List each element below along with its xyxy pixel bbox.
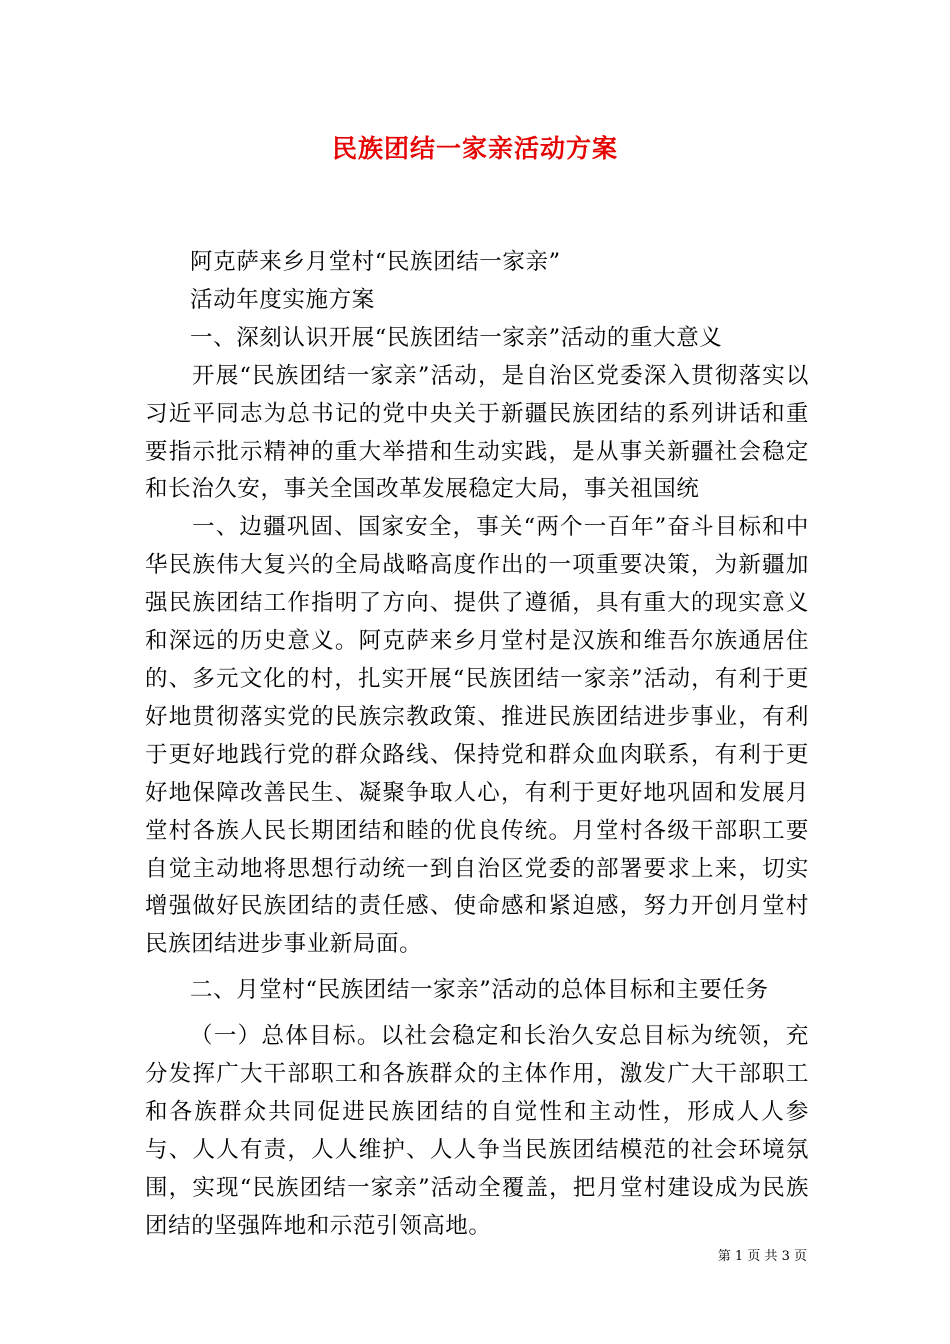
subtitle-line-1: 阿克萨来乡月堂村“民族团结一家亲” [190, 249, 561, 275]
document-body [145, 244, 809, 1246]
subtitle-line-2: 活动年度实施方案 [190, 286, 375, 313]
body-paragraph-1: 开展“民族团结一家亲”活动，是自治区党委深入贯彻落实以习近平同志为总书记的党中央关于新疆民族团结的系列讲话和重要指示批示精神的重大举措和生动实践，是从事关新疆社会稳定和长治久安，事关全国改革发展稳定大局，事关祖国统 [145, 362, 809, 503]
body-paragraph-3: （一）总体目标。以社会稳定和长治久安总目标为统领，充分发挥广大干部职工和各族群众的主体作用，激发广大干部职工和各族群众共同促进民族团结的自觉性和主动性，形成人人参与、人人有责，人人维护、人人争当民族团结模范的社会环境氛围，实现“民族团结一家亲”活动全覆盖，把月堂村建设成为民族团结的坚强阵地和示范引领高地。 [145, 1023, 809, 1239]
section-heading-2: 二、月堂村“民族团结一家亲”活动的总体目标和主要任务 [190, 977, 769, 1004]
page-number: 第 1 页 共 3 页 [717, 1249, 807, 1264]
document-title: 民族团结一家亲活动方案 [331, 134, 618, 163]
section-heading-1: 一、深刻认识开展“民族团结一家亲”活动的重大意义 [190, 324, 723, 351]
body-paragraph-2: 一、边疆巩固、国家安全，事关“两个一百年”奋斗目标和中华民族伟大复兴的全局战略高度作出的一项重要决策，为新疆加强民族团结工作指明了方向、提供了遵循，具有重大的现实意义和深远的历史意义。阿克萨来乡月堂村是汉族和维吾尔族通居住的、多元文化的村，扎实开展“民族团结一家亲”活动，有利于更好地贯彻落实党的民族宗教政策、推进民族团结进步事业，有利于更好地践行党的群众路线、保持党和群众血肉联系，有利于更好地保障改善民生、凝聚争取人心，有利于更好地巩固和发展月堂村各族人民长期团结和睦的优良传统。月堂村各级干部职工要自觉主动地将思想行动统一到自治区党委的部署要求上来，切实增强做好民族团结的责任感、使命感和紧迫感，努力开创月堂村民族团结进步事业新局面。 [145, 514, 809, 958]
